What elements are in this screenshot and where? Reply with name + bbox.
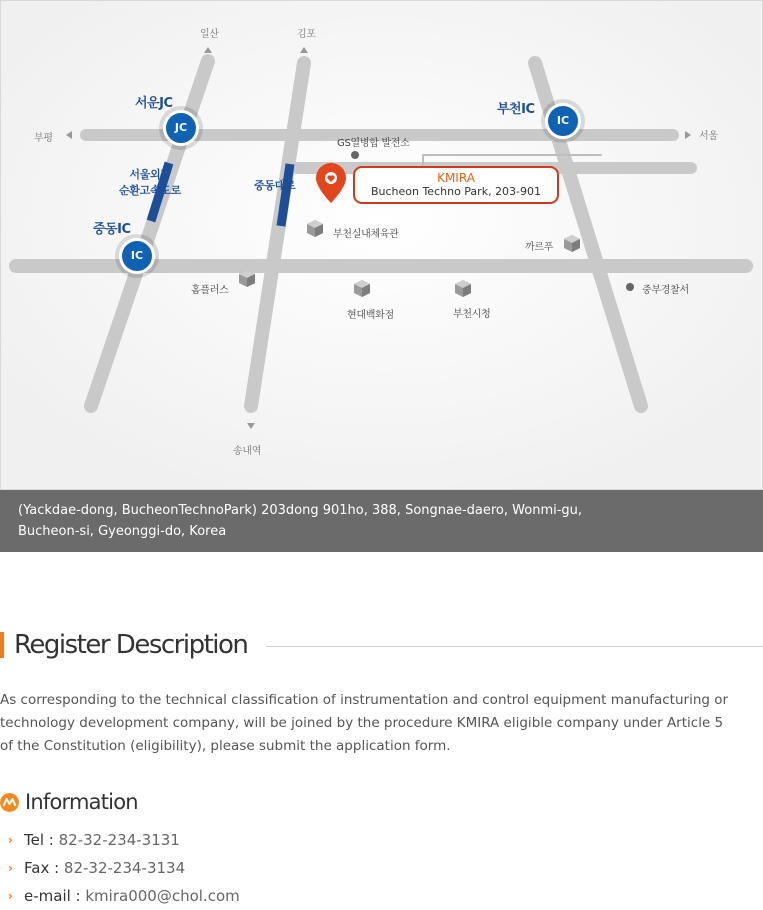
direction-ilsan: 일산: [200, 29, 219, 40]
register-section-header: [0, 630, 763, 662]
register-title: Register Description: [14, 630, 248, 660]
information-title: Information: [25, 790, 138, 814]
seoun-jc-label: 서운JC: [135, 96, 173, 111]
seoun-jc-icon: JC: [163, 110, 199, 146]
info-email[interactable]: [8, 882, 240, 910]
register-description: As corresponding to the technical classification of instrumentation and control equipment manufacturing or technology development company, will be joined by the procedure KMIRA eligible company under Article 5 of the Constitution (eligibility), please submit the application form.: [0, 692, 729, 754]
bucheon-ic-icon: IC: [545, 103, 581, 139]
info-fax: [8, 854, 240, 882]
landmark-gs-power: GS열병합 발전소: [337, 138, 410, 149]
direction-gimpo: 김포: [297, 29, 316, 40]
info-label: e-mail: [24, 887, 71, 905]
info-label: Fax: [24, 859, 50, 877]
info-label: Tel: [24, 831, 45, 849]
building-icon: [238, 269, 256, 287]
seoul-ring-expressway-label: 서울외곽 순환고속도로: [119, 168, 181, 197]
landmark-hyundai: 현대백화점: [347, 310, 394, 321]
information-list: [8, 826, 240, 910]
jungdong-ic-icon: IC: [119, 238, 155, 274]
address-line-2: Bucheon-si, Gyeonggi-do, Korea: [18, 524, 227, 539]
building-icon: [353, 279, 371, 297]
bucheon-ic-label: 부천IC: [497, 102, 535, 117]
landmark-carrefour: 까르푸: [525, 242, 554, 253]
callout-subtitle: Bucheon Techno Park, 203-901: [370, 185, 542, 198]
chevron-right-icon: ›: [8, 889, 13, 903]
landmark-city-hall: 부천시청: [453, 309, 491, 320]
callout-name: KMIRA: [437, 171, 475, 185]
address-bar: [0, 490, 763, 552]
jungdong-daero-label: 중동대로: [254, 179, 296, 192]
kmira-callout: [353, 166, 559, 204]
jungdong-ic-label: 중동IC: [93, 222, 131, 237]
direction-bupyeong: 부평: [34, 133, 53, 144]
info-value: 82-32-234-3134: [63, 859, 186, 877]
address-line-1: (Yackdae-dong, BucheonTechnoPark) 203dong 901ho, 388, Songnae-daero, Wonmi-gu,: [18, 503, 583, 518]
section-divider: [266, 646, 763, 647]
landmark-homeplus: 홈플러스: [191, 285, 229, 296]
info-value: 82-32-234-3131: [58, 831, 180, 849]
building-icon: [306, 219, 324, 237]
landmark-police: 중부경찰서: [642, 285, 689, 296]
info-tel: [8, 826, 240, 854]
section-accent-bar: [0, 632, 4, 658]
chevron-right-icon: ›: [8, 861, 13, 875]
kmira-logo-icon: [0, 793, 19, 812]
building-icon: [563, 234, 581, 252]
map-roads: [1, 1, 763, 490]
info-sep: :: [44, 831, 59, 849]
info-email-link[interactable]: kmira000@chol.com: [85, 887, 240, 905]
info-sep: :: [49, 859, 64, 877]
direction-songnae: 송내역: [233, 446, 262, 457]
info-sep: :: [70, 887, 86, 905]
building-icon: [454, 279, 472, 297]
chevron-right-icon: ›: [8, 833, 13, 847]
landmark-gym: 부천실내체육관: [333, 229, 399, 240]
direction-seoul: 서울: [699, 131, 718, 142]
